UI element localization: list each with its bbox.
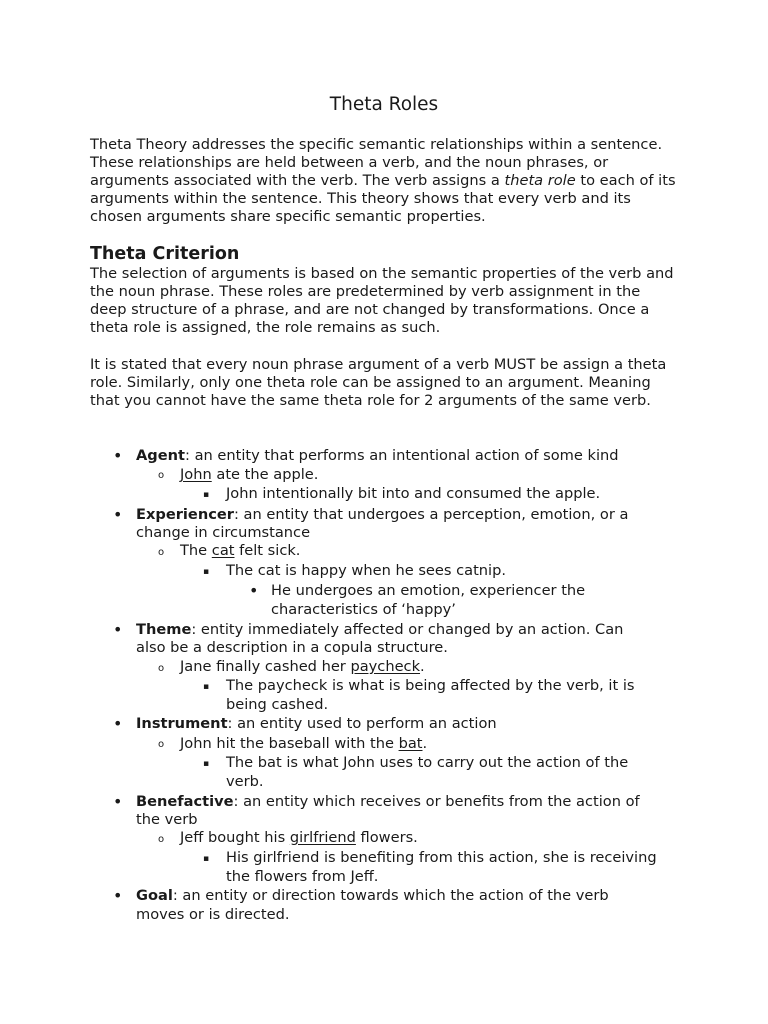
- role-goal: [136, 887, 609, 905]
- square-bullet-icon: ▪: [203, 759, 210, 769]
- role-example: [180, 735, 427, 753]
- role-example: [180, 466, 318, 484]
- bullet-icon: •: [113, 505, 123, 524]
- example-highlight: paycheck: [350, 658, 421, 675]
- role-explanation: His girlfriend is benefiting from this action, she is receiving: [226, 849, 657, 866]
- role-explanation: The cat is happy when he sees catnip.: [226, 562, 507, 579]
- bullet-icon: •: [113, 620, 123, 639]
- section-heading: Theta Criterion: [90, 244, 240, 264]
- square-bullet-icon: ▪: [203, 682, 210, 692]
- bullet-icon: •: [113, 446, 123, 465]
- example-highlight: John: [180, 466, 212, 483]
- role-example: [180, 658, 425, 676]
- role-term: Benefactive: [136, 793, 234, 810]
- role-definition: : entity immediately affected or changed by an action. Can: [191, 621, 624, 638]
- role-sub-explanation-cont: characteristics of ‘happy’: [271, 601, 456, 618]
- role-definition-cont: moves or is directed.: [136, 906, 290, 923]
- circle-bullet-icon: o: [158, 470, 165, 481]
- role-term: Instrument: [136, 715, 228, 732]
- circle-bullet-icon: o: [158, 547, 165, 558]
- role-explanation: John intentionally bit into and consumed the apple.: [226, 485, 601, 502]
- square-bullet-icon: ▪: [203, 490, 210, 500]
- bullet-icon: •: [113, 792, 123, 811]
- bullet-icon: •: [249, 581, 259, 600]
- role-definition-cont: also be a description in a copula structure.: [136, 639, 448, 656]
- role-benefactive: [136, 793, 640, 811]
- bullet-icon: •: [113, 714, 123, 733]
- role-definition-cont: the verb: [136, 811, 198, 828]
- role-definition: : an entity that undergoes a perception, emotion, or a: [233, 506, 629, 523]
- role-explanation-cont: being cashed.: [226, 696, 329, 713]
- intro-text-a: Theta Theory addresses the specific semantic relationships within a sentence. These relationships are held between a verb, and the noun phrases, or arguments associated with the verb. The verb assigns a: [90, 136, 663, 189]
- role-explanation-cont: verb.: [226, 773, 264, 790]
- criterion-paragraph-2: It is stated that every noun phrase argument of a verb MUST be assign a theta role. Similarly, only one theta role can be assigned to an argument. Meaning that you cannot have the same theta role for 2 arguments of the same verb.: [90, 356, 667, 409]
- circle-bullet-icon: o: [158, 663, 165, 674]
- circle-bullet-icon: o: [158, 739, 165, 750]
- page-title: Theta Roles: [329, 94, 439, 115]
- example-highlight: cat: [211, 542, 235, 559]
- role-definition: : an entity that performs an intentional action of some kind: [185, 447, 619, 464]
- criterion-paragraph-1: The selection of arguments is based on the semantic properties of the verb and the noun phrase. These roles are predetermined by verb assignment in the deep structure of a phrase, and are not changed by transformations. Once a theta role is assigned, the role remains as such.: [90, 265, 674, 336]
- example-highlight: bat: [398, 735, 423, 752]
- example-text: felt sick.: [234, 542, 301, 559]
- role-definition-cont: change in circumstance: [136, 524, 311, 541]
- example-text: .: [422, 735, 428, 752]
- role-instrument: [136, 715, 497, 733]
- role-theme: [136, 621, 623, 639]
- bullet-icon: •: [113, 886, 123, 905]
- role-term: Theme: [136, 621, 192, 638]
- role-explanation-cont: the flowers from Jeff.: [226, 868, 379, 885]
- role-experiencer: [136, 506, 628, 524]
- example-text: .: [420, 658, 425, 675]
- square-bullet-icon: ▪: [203, 567, 210, 577]
- role-term: Agent: [136, 447, 186, 464]
- role-term: Experiencer: [136, 506, 234, 523]
- example-text: Jane finally cashed her: [180, 658, 351, 675]
- role-explanation: The bat is what John uses to carry out the action of the: [226, 754, 629, 771]
- example-text: ate the apple.: [211, 466, 319, 483]
- intro-text-b: to each of its arguments within the sentence. This theory shows that every verb and its chosen arguments share specific semantic properties.: [90, 172, 676, 225]
- role-example: [180, 829, 418, 847]
- intro-paragraph: [90, 136, 680, 226]
- example-text: John hit the baseball with the: [180, 735, 399, 752]
- role-definition: : an entity used to perform an action: [227, 715, 497, 732]
- role-definition: : an entity or direction towards which the action of the verb: [172, 887, 609, 904]
- intro-italic-term: theta role: [504, 172, 576, 189]
- role-agent: [136, 447, 619, 465]
- example-text: Jeff bought his: [180, 829, 290, 846]
- example-highlight: girlfriend: [289, 829, 356, 846]
- square-bullet-icon: ▪: [203, 854, 210, 864]
- role-explanation: The paycheck is what is being affected by the verb, it is: [226, 677, 635, 694]
- role-sub-explanation: He undergoes an emotion, experiencer the: [271, 582, 586, 599]
- role-definition: : an entity which receives or benefits from the action of: [233, 793, 640, 810]
- example-text: The: [180, 542, 212, 559]
- example-text: flowers.: [355, 829, 418, 846]
- circle-bullet-icon: o: [158, 834, 165, 845]
- role-term: Goal: [136, 887, 173, 904]
- role-example: [180, 542, 300, 560]
